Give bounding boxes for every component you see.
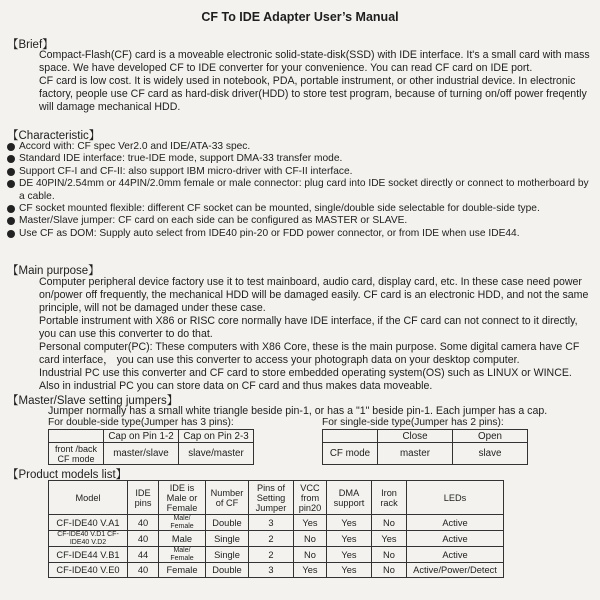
table-cell: Single <box>206 547 249 563</box>
bullet-icon <box>7 205 15 213</box>
table-header-cell: Model <box>49 481 128 515</box>
table-cell: Male/ Female <box>159 515 206 531</box>
table-row <box>49 515 504 531</box>
table-header-cell: LEDs <box>407 481 504 515</box>
bullet-icon <box>7 230 15 238</box>
table-cell: 3 <box>249 563 294 578</box>
list-item-text: Support CF-I and CF-II: also support IBM micro-driver with CF-II interface. <box>19 165 353 177</box>
single-side-caption: For single-side type(Jumper has 2 pins): <box>322 417 504 428</box>
table-cell: slave/master <box>179 443 254 465</box>
table-header-cell: Cap on Pin 1-2 <box>104 430 179 443</box>
table-cell: master <box>378 443 453 465</box>
table-cell: Female <box>159 563 206 578</box>
bullet-icon <box>7 168 15 176</box>
table-cell: No <box>372 563 407 578</box>
table-cell: No <box>372 515 407 531</box>
bullet-icon <box>7 180 15 188</box>
table-header-cell <box>323 430 378 443</box>
table-header-cell: Pins of Setting Jumper <box>249 481 294 515</box>
table-cell: Yes <box>327 563 372 578</box>
table-row <box>49 531 504 547</box>
table-cell: 40 <box>128 515 159 531</box>
list-item <box>7 141 593 153</box>
characteristic-heading: 【Characteristic】 <box>7 130 101 142</box>
table-cell: 2 <box>249 531 294 547</box>
table-row-label: CF mode <box>323 443 378 465</box>
double-side-jumper-table <box>48 429 254 465</box>
table-cell: Male <box>159 531 206 547</box>
brief-paragraph-2: CF card is low cost. It is widely used in notebook, PDA, portable instrument, or other industrial device. In electronic factory, people use CF card as hard-disk driver(HDD) to store test program, because of turning on/off power freqently will damage mechanical HDD. <box>39 75 587 113</box>
table-cell: Active <box>407 531 504 547</box>
list-item-text: Master/Slave jumper: CF card on each side can be configured as MASTER or SLAVE. <box>19 215 408 227</box>
purpose-text <box>7 276 593 393</box>
single-side-jumper-table <box>322 429 528 465</box>
page-title: CF To IDE Adapter User’s Manual <box>201 10 399 24</box>
table-cell: No <box>294 531 327 547</box>
table-cell: CF-IDE40 V.D1 CF-IDE40 V.D2 <box>49 531 128 547</box>
list-item-text: Use CF as DOM: Supply auto select from IDE40 pin-20 or FDD power connector, or from IDE when use IDE44. <box>19 227 520 239</box>
table-row <box>49 547 504 563</box>
table-cell: 44 <box>128 547 159 563</box>
table-cell: 3 <box>249 515 294 531</box>
jumper-heading: 【Master/Slave setting jumpers】 <box>7 395 179 407</box>
table-cell: Yes <box>372 531 407 547</box>
list-item <box>7 166 593 178</box>
table-cell: 2 <box>249 547 294 563</box>
table-header-cell: Iron rack <box>372 481 407 515</box>
table-cell: Yes <box>294 515 327 531</box>
characteristic-list <box>7 141 593 240</box>
table-cell: Double <box>206 515 249 531</box>
table-header-cell: IDE pins <box>128 481 159 515</box>
table-row <box>49 563 504 578</box>
table-cell: No <box>294 547 327 563</box>
table-cell: Yes <box>327 531 372 547</box>
list-item-text: Accord with: CF spec Ver2.0 and IDE/ATA-33 spec. <box>19 141 251 152</box>
table-cell: Yes <box>294 563 327 578</box>
purpose-paragraph-2: Portable instrument with X86 or RISC core normally have IDE interface, if the CF card can not connect to it directly, you can use this converter to do that. <box>39 315 578 340</box>
table-cell: Yes <box>327 515 372 531</box>
table-header-cell <box>49 430 104 443</box>
table-cell: Active <box>407 547 504 563</box>
table-cell: 40 <box>128 531 159 547</box>
double-side-caption: For double-side type(Jumper has 3 pins): <box>48 417 234 428</box>
purpose-heading: 【Main purpose】 <box>7 265 100 277</box>
bullet-icon <box>7 143 15 151</box>
list-item <box>7 203 593 215</box>
table-cell: No <box>372 547 407 563</box>
brief-heading: 【Brief】 <box>7 39 54 51</box>
purpose-paragraph-1: Computer peripheral device factory use it to test mainboard, audio card, display card, etc. In these case need power on/power off frequently, the mechanical HDD will be damaged easily. CF card is an electronic HDD, and not the same principle, will not be damaged under these case. <box>39 276 589 314</box>
list-item-text: DE 40PIN/2.54mm or 44PIN/2.0mm female or male connector: plug card into IDE socket directly or connect to motherboard by a cable. <box>19 178 589 202</box>
list-item <box>7 153 593 165</box>
table-cell: CF-IDE44 V.B1 <box>49 547 128 563</box>
table-header-cell: Open <box>453 430 528 443</box>
bullet-icon <box>7 155 15 163</box>
models-heading: 【Product models list】 <box>7 469 128 481</box>
table-cell: Yes <box>327 547 372 563</box>
table-header-cell: Cap on Pin 2-3 <box>179 430 254 443</box>
table-header-cell: IDE is Male or Female <box>159 481 206 515</box>
bullet-icon <box>7 217 15 225</box>
jumper-intro: Jumper normally has a small white triangle beside pin-1, or has a "1" beside pin-1. Each jumper has a cap. <box>48 405 548 417</box>
purpose-paragraph-3: Personal computer(PC): These computers with X86 Core, these is the main purpose. Some digital camera have CF card interface， you can use this converter to access your photograph data on your desktop computer. <box>39 341 580 366</box>
list-item-text: CF socket mounted flexible: different CF socket can be mounted, single/double side selectable for double-side type. <box>19 203 540 215</box>
table-cell: Active <box>407 515 504 531</box>
list-item <box>7 215 593 227</box>
product-models-table <box>48 480 504 578</box>
brief-paragraph-1: Compact-Flash(CF) card is a moveable electronic solid-state-disk(SSD) with IDE interface. It's a small card with mass space. We have developed CF to IDE converter for your convenience. You can read CF card on IDE port. <box>39 49 590 74</box>
table-cell: CF-IDE40 V.A1 <box>49 515 128 531</box>
table-cell: CF-IDE40 V.E0 <box>49 563 128 578</box>
list-item <box>7 178 593 203</box>
table-cell: slave <box>453 443 528 465</box>
list-item-text: Standard IDE interface: true-IDE mode, support DMA-33 transfer mode. <box>19 153 343 165</box>
table-cell: 40 <box>128 563 159 578</box>
table-header-cell: Number of CF <box>206 481 249 515</box>
table-header-cell: VCC from pin20 <box>294 481 327 515</box>
brief-text <box>7 49 593 114</box>
table-cell: Male/ Female <box>159 547 206 563</box>
table-header-cell: Close <box>378 430 453 443</box>
table-cell: Double <box>206 563 249 578</box>
purpose-paragraph-4: Industrial PC use this converter and CF card to store embedded operating system(OS) such as LINUX or WINCE. Also in industrial PC you can store data on CF card and thus makes data moveable. <box>39 367 572 392</box>
table-cell: Active/Power/Detect <box>407 563 504 578</box>
table-header-cell: DMA support <box>327 481 372 515</box>
table-cell: Single <box>206 531 249 547</box>
table-cell: master/slave <box>104 443 179 465</box>
table-row-label: front /back CF mode <box>49 443 104 465</box>
list-item <box>7 228 593 240</box>
